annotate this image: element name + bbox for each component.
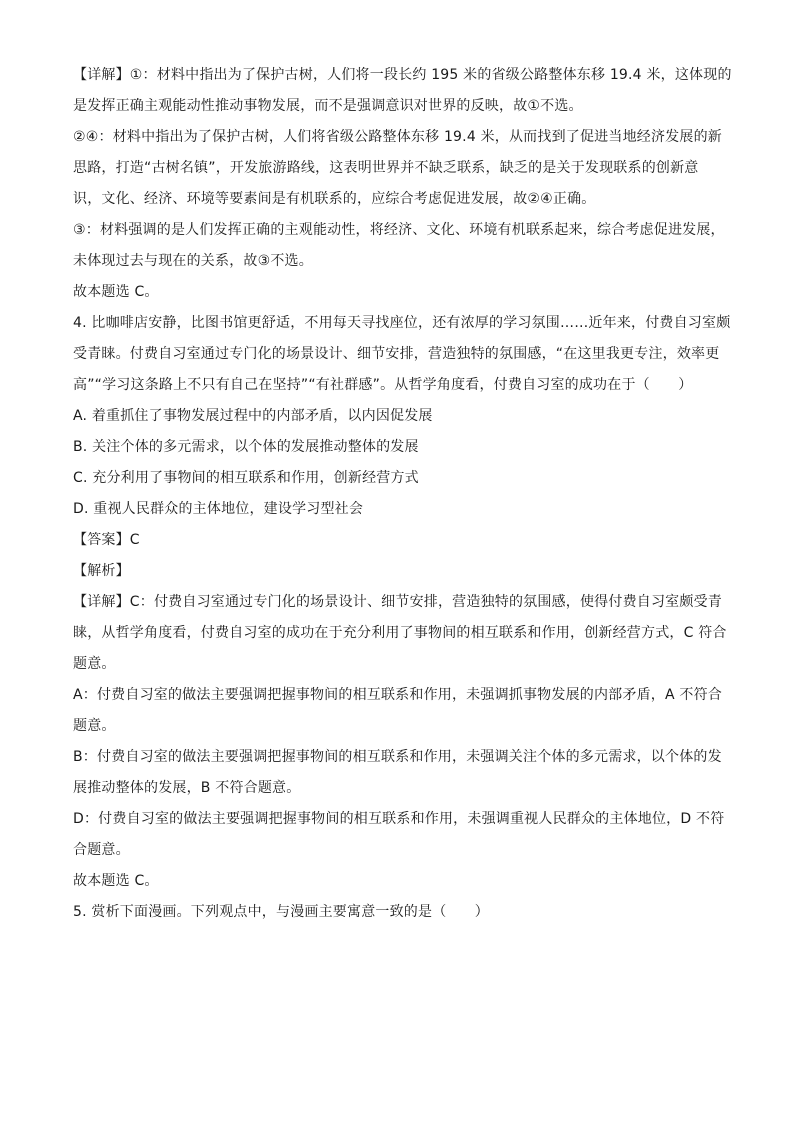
text-line: ②④：材料中指出为了保护古树，人们将省级公路整体东移 19.4 米，从而找到了促进当地经济发展的新 — [73, 129, 722, 145]
option-b: B. 关注个体的多元需求，以个体的发展推动整体的发展 — [73, 439, 419, 455]
question-4-stem: 受青睐。付费自习室通过专门化的场景设计、细节安排，营造独特的氛围感，“在这里我更专注，效率更 — [73, 346, 720, 362]
text-line: 题意。 — [73, 656, 116, 672]
text-line: 题意。 — [73, 718, 116, 734]
text-line: 识，文化、经济、环境等要素间是有机联系的，应综合考虑促进发展，故②④正确。 — [73, 191, 596, 207]
text-line: B：付费自习室的做法主要强调把握事物间的相互联系和作用，未强调关注个体的多元需求，以个体的发 — [73, 749, 722, 765]
text-line: 展推动整体的发展，B 不符合题意。 — [73, 780, 301, 796]
option-a: A. 着重抓住了事物发展过程中的内部矛盾，以内因促发展 — [73, 408, 433, 424]
text-line: 故本题选 C。 — [73, 873, 159, 889]
answer-label: 【答案】C — [73, 532, 140, 548]
option-c: C. 充分利用了事物间的相互联系和作用，创新经营方式 — [73, 470, 419, 486]
text-line: 故本题选 C。 — [73, 284, 159, 300]
text-line: 睐，从哲学角度看，付费自习室的成功在于充分利用了事物间的相互联系和作用，创新经营方式，C 符合 — [73, 625, 727, 641]
option-d: D. 重视人民群众的主体地位，建设学习型社会 — [73, 501, 364, 517]
text-line: 未体现过去与现在的关系，故③不选。 — [73, 253, 313, 269]
text-line: 思路，打造“古树名镇”，开发旅游路线，这表明世界并不缺乏联系，缺乏的是关于发现联系的创新意 — [73, 160, 699, 176]
text-line: 【详解】C：付费自习室通过专门化的场景设计、细节安排，营造独特的氛围感，使得付费自习室颇受青 — [73, 594, 722, 610]
text-line: ③：材料强调的是人们发挥正确的主观能动性，将经济、文化、环境有机联系起来，综合考虑促进发展， — [73, 222, 725, 238]
analysis-label: 【解析】 — [73, 563, 130, 579]
text-line: 合题意。 — [73, 842, 130, 858]
text-line: 【详解】①：材料中指出为了保护古树，人们将一段长约 195 米的省级公路整体东移 19.4 米，这体现的 — [73, 67, 732, 83]
text-line: D：付费自习室的做法主要强调把握事物间的相互联系和作用，未强调重视人民群众的主体地位，D 不符 — [73, 811, 725, 827]
question-5-stem: 5. 赏析下面漫画。下列观点中，与漫画主要寓意一致的是（ ） — [73, 904, 490, 920]
question-4-stem: 高”“学习这条路上不只有自己在坚持”“有社群感”。从哲学角度看，付费自习室的成功在于（ ） — [73, 377, 693, 393]
question-4-stem: 4. 比咖啡店安静，比图书馆更舒适，不用每天寻找座位，还有浓厚的学习氛围……近年来，付费自习室颇 — [73, 315, 731, 331]
text-line: A：付费自习室的做法主要强调把握事物间的相互联系和作用，未强调抓事物发展的内部矛盾，A 不符合 — [73, 687, 723, 703]
document-page — [73, 60, 732, 928]
text-line: 是发挥正确主观能动性推动事物发展，而不是强调意识对世界的反映，故①不选。 — [73, 98, 583, 114]
